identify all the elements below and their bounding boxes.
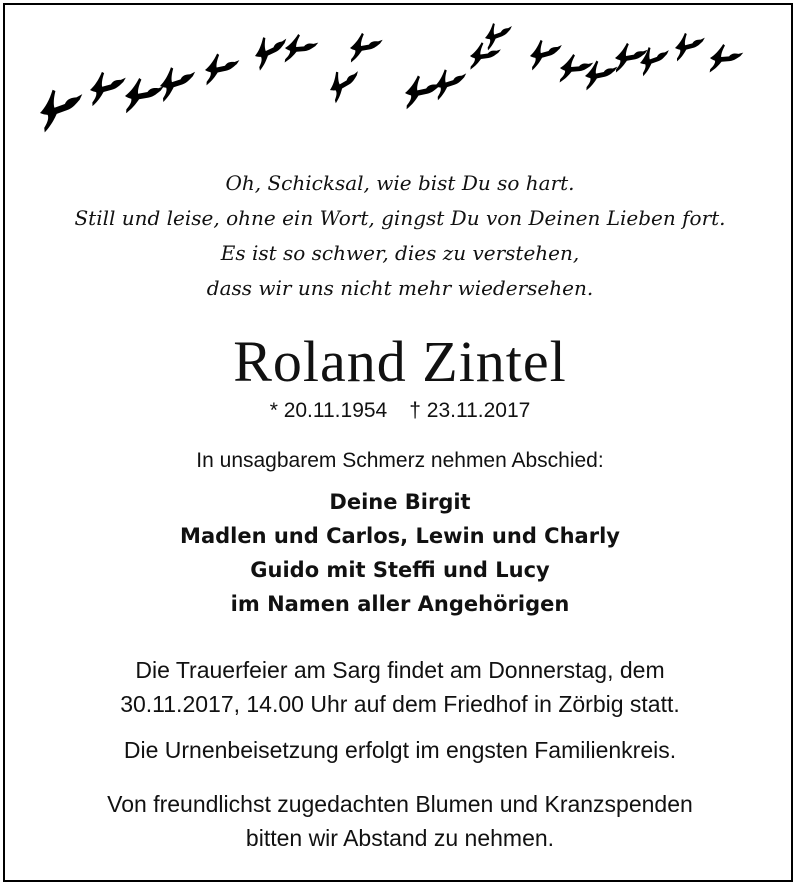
urn-burial-info: Die Urnenbeisetzung erfolgt im engsten Familienkreis. — [123, 737, 677, 763]
flowers-line: Von freundlichst zugedachten Blumen und Kranzspenden — [107, 791, 693, 817]
bird-icon — [611, 40, 650, 73]
bird-icon — [670, 28, 708, 61]
bird-icon — [430, 63, 472, 100]
mourner-line: Deine Birgit — [329, 490, 471, 514]
bird-icon — [154, 61, 201, 102]
farewell-intro: In unsagbarem Schmerz nehmen Abschied: — [196, 449, 604, 472]
poem-line: Still und leise, ohne ein Wort, gingst Du von Deinen Lieben fort. — [74, 206, 726, 230]
bird-icon — [557, 52, 594, 82]
poem — [0, 166, 800, 306]
bird-icon — [634, 41, 674, 76]
bird-icon — [480, 18, 517, 50]
bird-icon — [32, 81, 90, 133]
bird-icon — [282, 32, 319, 62]
mourner-line: im Namen aller Angehörigen — [230, 592, 570, 616]
bird-icon — [346, 30, 385, 63]
birth-date: * 20.11.1954 — [269, 399, 388, 422]
poem-line: Es ist so schwer, dies zu verstehen, — [220, 241, 580, 265]
bird-icon — [248, 29, 294, 71]
poem-line: dass wir uns nicht mehr wiedersehen. — [206, 276, 594, 300]
bird-icon — [85, 66, 131, 106]
flying-birds-icon — [30, 18, 770, 148]
bird-icon — [322, 62, 366, 103]
mourner-line: Guido mit Steffi und Lucy — [250, 558, 550, 582]
deceased-name: Roland Zintel — [233, 329, 567, 394]
funeral-line: 30.11.2017, 14.00 Uhr auf dem Friedhof in Zörbig statt. — [120, 691, 680, 717]
mourner-line: Madlen und Carlos, Lewin und Charly — [180, 524, 620, 548]
flowers-line: bitten wir Abstand zu nehmen. — [245, 825, 555, 851]
bird-icon — [400, 71, 445, 109]
bird-icon — [525, 35, 566, 70]
poem-line: Oh, Schicksal, wie bist Du so hart. — [225, 171, 575, 195]
life-dates — [0, 397, 800, 425]
bird-icon — [707, 42, 744, 72]
death-date: † 23.11.2017 — [409, 399, 531, 422]
funeral-info — [0, 653, 800, 721]
funeral-line: Die Trauerfeier am Sarg findet am Donnerstag, dem — [135, 657, 665, 683]
bird-icon — [581, 56, 621, 90]
bird-icon — [201, 49, 244, 85]
mourners-list — [0, 485, 800, 621]
bird-icon — [467, 40, 503, 70]
bird-icon — [120, 74, 167, 113]
flowers-request — [0, 787, 800, 855]
